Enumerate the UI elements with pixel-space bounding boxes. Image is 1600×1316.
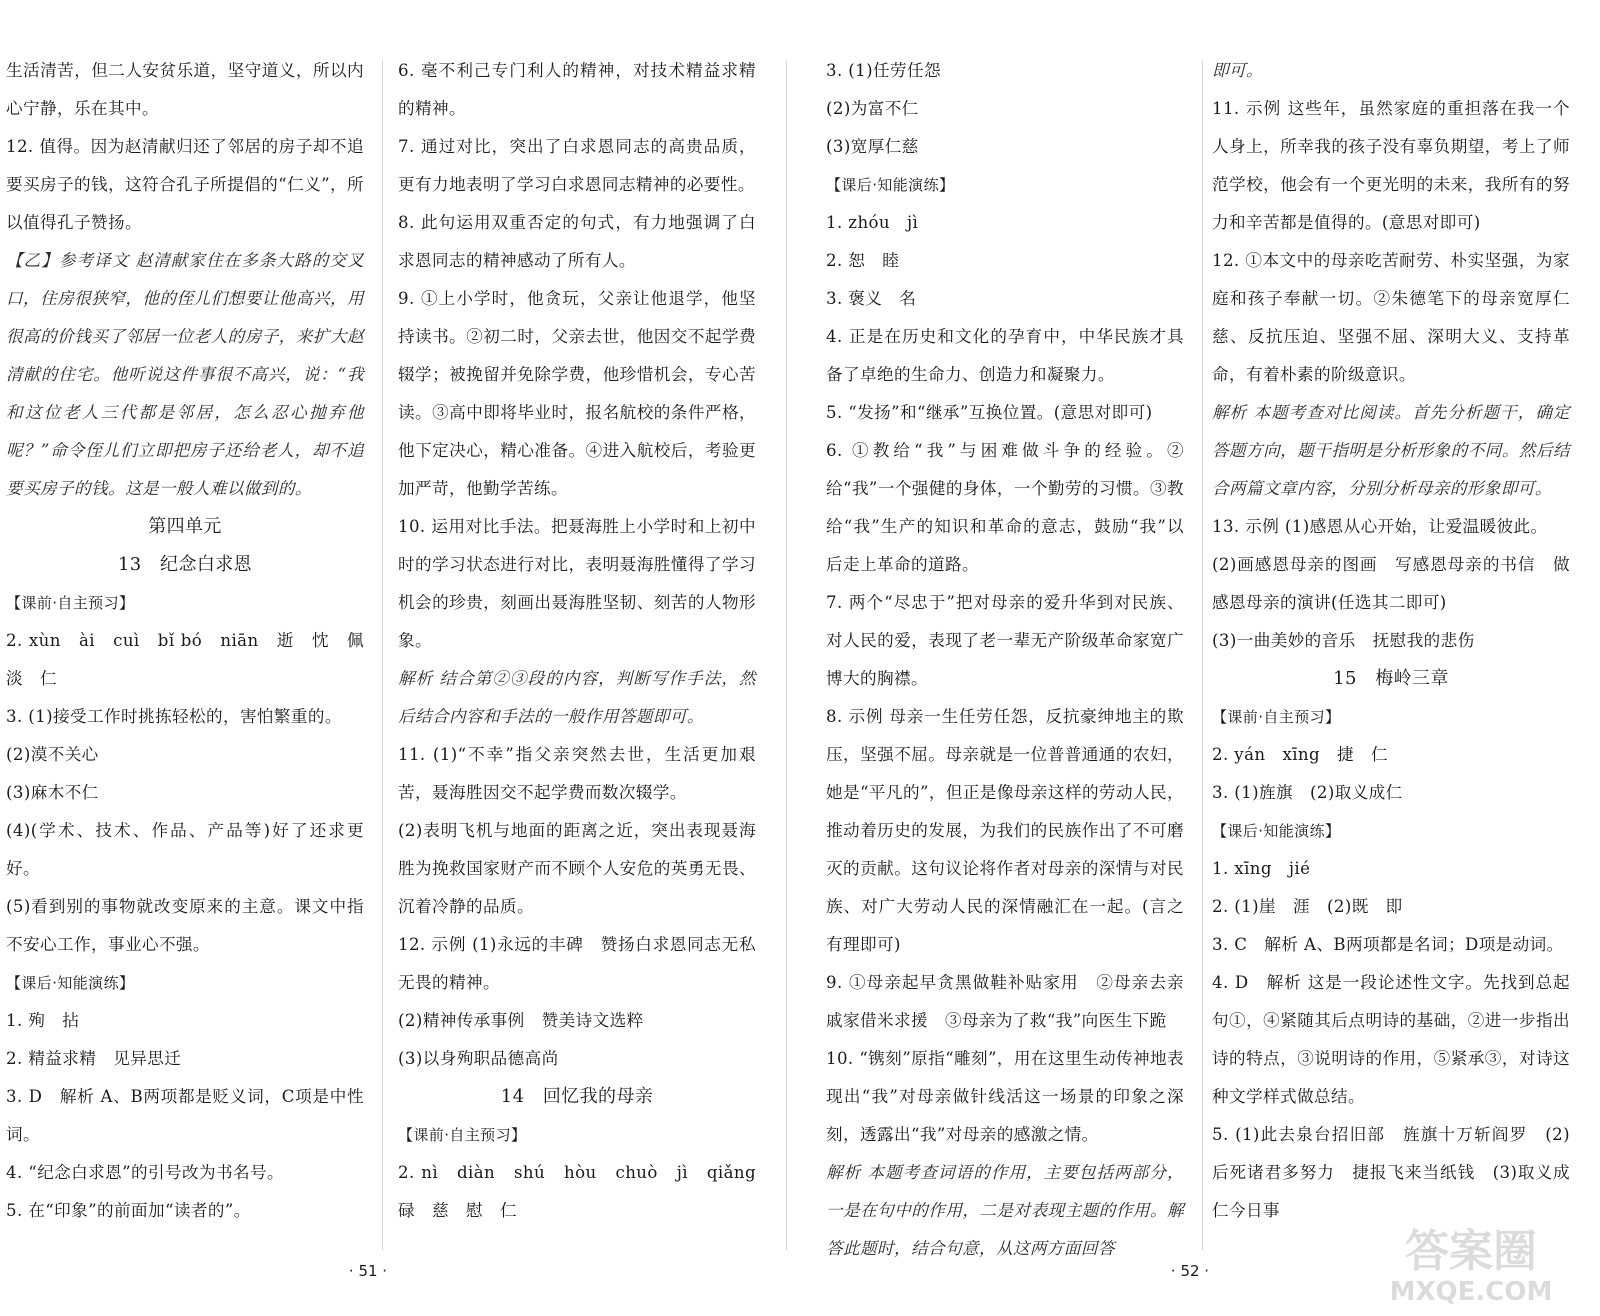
answer-paragraph: 5. “发扬”和“继承”互换位置。(意思对即可) — [826, 403, 1153, 422]
text-column-4 — [1212, 52, 1570, 1230]
answer-paragraph: 3. (1)旌旗 (2)取义成仁 — [1212, 783, 1403, 802]
answer-paragraph: (2)为富不仁 — [826, 99, 919, 118]
answer-paragraph: 10. “镌刻”原指“雕刻”，用在这里生动传神地表现出“我”对母亲做针线活这一场景的印象之深刻，透露出“我”对母亲的感激之情。 — [826, 1049, 1184, 1144]
answer-paragraph: 解析 本题考查词语的作用，主要包括两部分，一是在句中的作用，二是对表现主题的作用。解答此题时，结合句意，从这两方面回答 — [826, 1163, 1184, 1258]
answer-paragraph: 1. 殉 拈 — [6, 1011, 80, 1030]
answer-paragraph: 9. ①上小学时，他贪玩，父亲让他退学，他坚持读书。②初二时，父亲去世，他因交不起学费辍学；被挽留并免除学费，他珍惜机会，专心苦读。③高中即将毕业时，报名航校的条件严格，他下定决心，精心准备。④进入航校后，考验更加严苛，他勤学苦练。 — [398, 289, 756, 498]
answer-paragraph: 生活清苦，但二人安贫乐道，坚守道义，所以内心宁静，乐在其中。 — [6, 61, 364, 118]
answer-paragraph: 【课前·自主预习】 — [6, 594, 135, 612]
answer-paragraph: 9. ①母亲起早贪黑做鞋补贴家用 ②母亲去亲戚家借米求援 ③母亲为了救“我”向医生下跪 — [826, 973, 1184, 1030]
answer-paragraph: 4. D 解析 这是一段论述性文字。先找到总起句①，④紧随其后点明诗的基础，②进一步指出诗的特点，③说明诗的作用，⑤紧承③，对诗这种文学样式做总结。 — [1212, 973, 1570, 1106]
text-column-1 — [6, 52, 381, 1230]
answer-paragraph: (2)漠不关心 — [6, 745, 99, 764]
answer-paragraph: 11. 示例 这些年，虽然家庭的重担落在我一个人身上，所幸我的孩子没有辜负期望，考上了师范学校，他会有一个更光明的未来，我所有的努力和辛苦都是值得的。(意思对即可) — [1212, 99, 1570, 232]
page-gutter — [786, 60, 787, 1250]
answer-paragraph: 5. 在“印象”的前面加“读者的”。 — [6, 1201, 251, 1220]
answer-paragraph: 1. xīng jié — [1212, 859, 1311, 878]
answer-paragraph: (2)表明飞机与地面的距离之近，突出表现聂海胜为挽救国家财产而不顾个人安危的英勇无畏、沉着冷静的品质。 — [398, 821, 756, 916]
answer-paragraph: 4. “纪念白求恩”的引号改为书名号。 — [6, 1163, 284, 1182]
answer-paragraph: 12. ①本文中的母亲吃苦耐劳、朴实坚强，为家庭和孩子奉献一切。②朱德笔下的母亲宽厚仁慈、反抗压迫、坚强不屈、深明大义、支持革命，有着朴素的阶级意识。 — [1212, 251, 1570, 384]
answer-paragraph: 第四单元 — [148, 516, 222, 537]
watermark-url: MXQE.COM — [1389, 1277, 1553, 1306]
answer-paragraph: 解析 结合第②③段的内容，判断写作手法，然后结合内容和手法的一般作用答题即可。 — [398, 669, 756, 726]
answer-paragraph: (2)精神传承事例 赞美诗文选粹 — [398, 1011, 644, 1030]
answer-paragraph: 6. ①教给“我”与困难做斗争的经验。②给“我”一个强健的身体，一个勤劳的习惯。③教给“我”生产的知识和革命的意志，鼓励“我”以后走上革命的道路。 — [826, 441, 1184, 574]
answer-paragraph: 解析 本题考查对比阅读。首先分析题干，确定答题方向，题干指明是分析形象的不同。然后结合两篇文章内容，分别分析母亲的形象即可。 — [1212, 403, 1570, 498]
page-number-right: · 52 · — [1170, 1262, 1210, 1280]
answer-paragraph: 10. 运用对比手法。把聂海胜上小学时和上初中时的学习状态进行对比，表明聂海胜懂得了学习机会的珍贵，刻画出聂海胜坚韧、刻苦的人物形象。 — [398, 517, 756, 650]
text-column-2 — [398, 52, 773, 1230]
answer-paragraph: 3. (1)接受工作时挑拣轻松的，害怕繁重的。 — [6, 707, 342, 726]
text-column-3 — [826, 52, 1184, 1268]
answer-paragraph: 2. yán xīng 捷 仁 — [1212, 745, 1389, 764]
answer-paragraph: 3. D 解析 A、B两项都是贬义词，C项是中性词。 — [6, 1087, 364, 1144]
answer-paragraph: 12. 值得。因为赵清献归还了邻居的房子却不追要买房子的钱，这符合孔子所提倡的“仁义”，所以值得孔子赞扬。 — [6, 137, 364, 232]
answer-paragraph: 2. (1)崖 涯 (2)既 即 — [1212, 897, 1403, 916]
answer-paragraph: 4. 正是在历史和文化的孕育中，中华民族才具备了卓绝的生命力、创造力和凝聚力。 — [826, 327, 1184, 384]
answer-paragraph: (3)以身殉职品德高尚 — [398, 1049, 559, 1068]
answer-paragraph: 12. 示例 (1)永远的丰碑 赞扬白求恩同志无私无畏的精神。 — [398, 935, 756, 992]
answer-paragraph: 7. 两个“尽忠于”把对母亲的爱升华到对民族、对人民的爱，表现了老一辈无产阶级革命家宽广博大的胸襟。 — [826, 593, 1184, 688]
answer-paragraph: 2. 恕 睦 — [826, 251, 900, 270]
answer-paragraph: 13 纪念白求恩 — [117, 554, 253, 575]
watermark-text: 答案圈 — [1405, 1226, 1537, 1277]
page-number-left: · 51 · — [348, 1262, 388, 1280]
answer-paragraph: (3)宽厚仁慈 — [826, 137, 919, 156]
answer-paragraph: 3. 褒义 名 — [826, 289, 917, 308]
answer-paragraph: 1. zhóu jì — [826, 213, 919, 232]
answer-paragraph: 6. 毫不利己专门利人的精神，对技术精益求精的精神。 — [398, 61, 756, 118]
answer-paragraph: 【课前·自主预习】 — [1212, 708, 1341, 726]
answer-paragraph: (2)画感恩母亲的图画 写感恩母亲的书信 做感恩母亲的演讲(任选其二即可) — [1212, 555, 1570, 612]
answer-paragraph: 即可。 — [1212, 61, 1263, 80]
answer-paragraph: 5. (1)此去泉台招旧部 旌旗十万斩阎罗 (2)后死诸君多努力 捷报飞来当纸钱 (3)取义成仁今日事 — [1212, 1125, 1570, 1220]
answer-paragraph: 14 回忆我的母亲 — [500, 1086, 654, 1107]
answer-paragraph: 7. 通过对比，突出了白求恩同志的高贵品质，更有力地表明了学习白求恩同志精神的必要性。 — [398, 137, 756, 194]
answer-paragraph: 2. nì diàn shú hòu chuò jì qiǎng 碌 慈 慰 仁 — [398, 1163, 773, 1220]
answer-paragraph: 8. 此句运用双重否定的句式，有力地强调了白求恩同志的精神感动了所有人。 — [398, 213, 756, 270]
answer-paragraph: 【乙】参考译文 赵清献家住在多条大路的交叉口，住房很狭窄，他的侄儿们想要让他高兴，用很高的价钱买了邻居一位老人的房子，来扩大赵清献的住宅。他听说这件事很不高兴，说：“我和这位老人三代都是邻居，怎么忍心抛弃他呢？”命令侄儿们立即把房子还给老人，却不追要买房子的钱。这是一般人难以做到的。 — [6, 251, 364, 498]
answer-paragraph: (3)麻木不仁 — [6, 783, 99, 802]
answer-paragraph: 【课后·知能演练】 — [6, 974, 135, 992]
answer-paragraph: (5)看到别的事物就改变原来的主意。课文中指不安心工作，事业心不强。 — [6, 897, 364, 954]
column-divider — [1202, 60, 1203, 1250]
answer-paragraph: 8. 示例 母亲一生任劳任怨，反抗豪绅地主的欺压，坚强不屈。母亲就是一位普普通通的农妇，她是“平凡的”，但正是像母亲这样的劳动人民，推动着历史的发展，为我们的民族作出了不可磨灭的贡献。这句议论将作者对母亲的深情与对民族、对广大劳动人民的深情融汇在一起。(言之有理即可) — [826, 707, 1184, 954]
answer-paragraph: 2. 精益求精 见异思迁 — [6, 1049, 182, 1068]
answer-paragraph: 3. C 解析 A、B两项都是名词；D项是动词。 — [1212, 935, 1564, 954]
answer-paragraph: 13. 示例 (1)感恩从心开始，让爱温暖彼此。 — [1212, 517, 1548, 536]
answer-paragraph: 11. (1)“不幸”指父亲突然去世，生活更加艰苦，聂海胜因交不起学费而数次辍学。 — [398, 745, 756, 802]
answer-paragraph: 【课后·知能演练】 — [1212, 822, 1341, 840]
answer-paragraph: 【课后·知能演练】 — [826, 176, 955, 194]
answer-paragraph: 【课前·自主预习】 — [398, 1126, 527, 1144]
answer-paragraph: 3. (1)任劳任怨 — [826, 61, 941, 80]
answer-paragraph: 15 梅岭三章 — [1333, 668, 1449, 689]
answer-paragraph: 2. xùn ài cuì bǐ bó niān 逝 忱 佩 淡 仁 — [6, 631, 381, 688]
column-divider — [382, 60, 383, 1250]
answer-paragraph: (3)一曲美妙的音乐 抚慰我的悲伤 — [1212, 631, 1475, 650]
answer-paragraph: (4)(学术、技术、作品、产品等)好了还求更好。 — [6, 821, 364, 878]
